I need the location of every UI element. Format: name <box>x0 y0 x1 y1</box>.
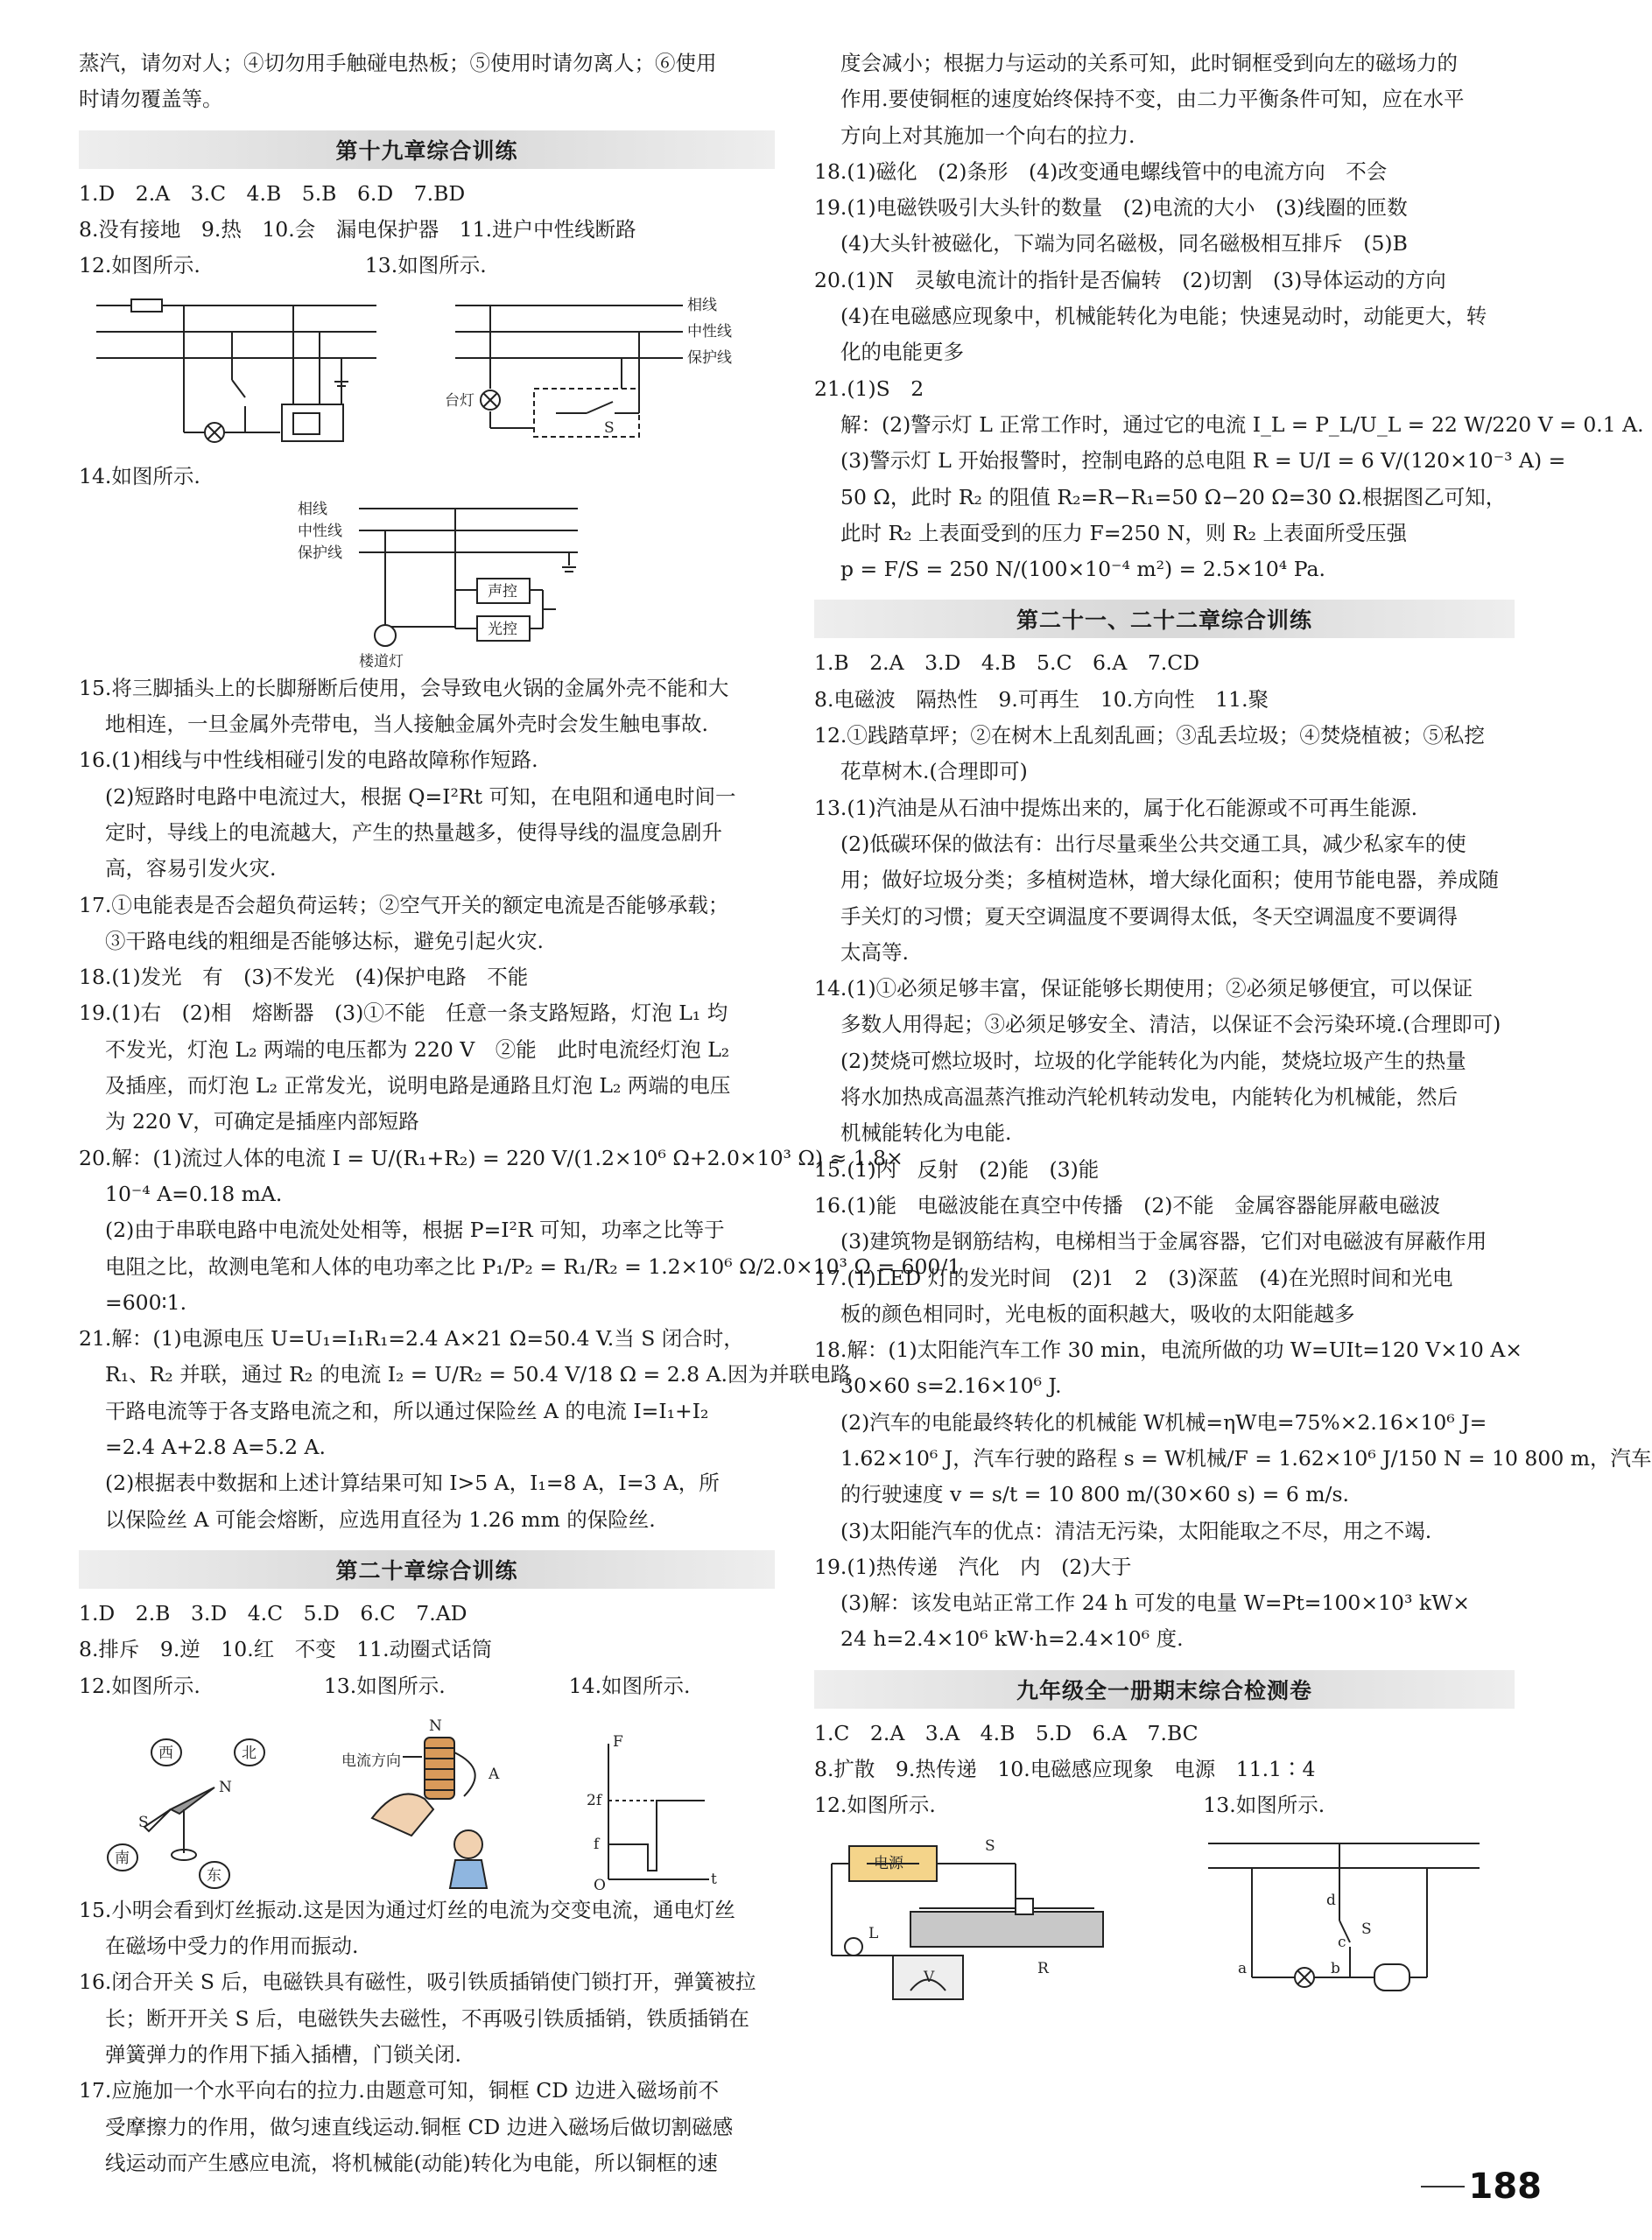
exam-l-label: L <box>868 1924 879 1942</box>
text-line: 19.(1)电磁铁吸引大头针的数量 (2)电流的大小 (3)线圈的匝数 <box>814 195 1408 221</box>
exam13-c-label: c <box>1338 1933 1346 1951</box>
exam-power-label: 电源 <box>874 1854 903 1872</box>
exam-s-label: S <box>985 1836 995 1855</box>
figure-block <box>79 284 775 459</box>
section-header: 第二十章综合训练 <box>79 1550 775 1589</box>
text-line: 18.解：(1)太阳能汽车工作 30 min，电流所做的功 W=UIt=120 V×10 A× <box>814 1338 1522 1363</box>
text-line: 在磁场中受力的作用而振动. <box>105 1934 359 1959</box>
text-line: 板的颜色相同时，光电板的面积越大，吸收的太阳能越多 <box>840 1301 1355 1326</box>
text-line: 12.如图所示. 13.如图所示. <box>79 253 487 278</box>
f20-a-label: A <box>489 1765 500 1783</box>
text-line: 解：(2)警示灯 L 正常工作时，通过它的电流 I_L = P_L/U_L = 22 W/220 V = 0.1 A. <box>840 411 1644 437</box>
text-line: 定时，导线上的电流越大，产生的热量越多，使得导线的温度急剧升 <box>105 819 722 845</box>
text-line: 20.(1)N 灵敏电流计的指针是否偏转 (2)切割 (3)导体运动的方向 <box>814 267 1446 292</box>
right-column <box>814 46 1652 1999</box>
figure-block <box>79 495 775 671</box>
text-line: 及插座，而灯泡 L₂ 正常发光，说明电路是通路且灯泡 L₂ 两端的电压 <box>105 1073 731 1099</box>
text-line: 16.闭合开关 S 后，电磁铁具有磁性，吸引铁质插销使门锁打开，弹簧被拉 <box>79 1970 756 1995</box>
figure-ch20-12-13-14 <box>79 1704 775 1892</box>
exam-v-label: V <box>924 1968 935 1986</box>
figure-exam-12-13 <box>814 1824 1515 1999</box>
text-line: (2)短路时电路中电流过大，根据 Q=I²Rt 可知，在电阻和通电时间一 <box>105 783 736 809</box>
exam13-d-label: d <box>1326 1891 1336 1909</box>
text-line: 此时 R₂ 上表面受到的压力 F=250 N，则 R₂ 上表面所受压强 <box>840 520 1407 545</box>
text-line: 1.D 2.A 3.C 4.B 5.B 6.D 7.BD <box>79 180 466 206</box>
figure-12-13-circuits <box>79 284 775 459</box>
text-line: 19.(1)热传递 汽化 内 (2)大于 <box>814 1554 1132 1579</box>
exam13-a-label: a <box>1238 1959 1248 1977</box>
text-line: 方向上对其施加一个向右的拉力. <box>840 123 1135 148</box>
text-line: 8.扩散 9.热传递 10.电磁感应现象 电源 11.1∶4 <box>814 1757 1316 1782</box>
f13-ground-label: 保护线 <box>687 349 732 368</box>
text-line: 将水加热成高温蒸汽推动汽轮机转动发电，内能转化为机械能，然后 <box>840 1085 1458 1110</box>
f20-n-label: N <box>219 1778 232 1796</box>
text-line: 1.62×10⁶ J，汽车行驶的路程 s = W机械/F = 1.62×10⁶ J/150 N = 10 800 m，汽车 <box>840 1445 1652 1471</box>
figure-14-stair-light <box>79 495 775 671</box>
text-line: =2.4 A+2.8 A=5.2 A. <box>105 1435 326 1460</box>
f20-f-label: F <box>613 1732 623 1751</box>
f20-t-label: t <box>711 1870 717 1888</box>
text-line: 为 220 V，可确定是插座内部短路 <box>105 1109 419 1134</box>
section-header: 第十九章综合训练 <box>79 130 775 169</box>
text-line: 15.小明会看到灯丝振动.这是因为通过灯丝的电流为交变电流，通电灯丝 <box>79 1897 735 1922</box>
text-line: 30×60 s=2.16×10⁶ J. <box>840 1373 1062 1399</box>
text-line: 16.(1)相线与中性线相碰引发的电路故障称作短路. <box>79 748 538 773</box>
f20-o-label: O <box>594 1876 606 1894</box>
f20-2f-label: 2f <box>587 1791 602 1809</box>
section-header: 第二十一、二十二章综合训练 <box>814 600 1515 638</box>
text-line: 15.(1)内 反射 (2)能 (3)能 <box>814 1156 1100 1182</box>
text-line: 作用.要使铜框的速度始终保持不变，由二力平衡条件可知，应在水平 <box>840 87 1465 112</box>
f14-ground-label: 保护线 <box>298 544 342 562</box>
text-line: 17.(1)LED 灯的发光时间 (2)1 2 (3)深蓝 (4)在光照时间和光电 <box>814 1265 1453 1290</box>
text-line: 19.(1)右 (2)相 熔断器 (3)①不能 任意一条支路短路，灯泡 L₁ 均 <box>79 1001 728 1026</box>
text-line: 机械能转化为电能. <box>840 1120 1012 1146</box>
text-line: 时请勿覆盖等。 <box>79 87 223 112</box>
text-line: 地相连，一旦金属外壳带电，当人接触金属外壳时会发生触电事故. <box>105 712 708 737</box>
text-line: 蒸汽，请勿对人；④切勿用手触碰电热板；⑤使用时请勿离人；⑥使用 <box>79 51 717 75</box>
text-line: 不发光，灯泡 L₂ 两端的电压都为 220 V ②能 此时电流经灯泡 L₂ <box>105 1036 730 1062</box>
text-line: (3)警示灯 L 开始报警时，控制电路的总电阻 R = U/I = 6 V/(120×10⁻³ A) = <box>840 448 1566 474</box>
text-line: 10⁻⁴ A=0.18 mA. <box>105 1181 283 1206</box>
exam-r-label: R <box>1037 1959 1049 1977</box>
text-line: 18.(1)磁化 (2)条形 (4)改变通电螺线管中的电流方向 不会 <box>814 158 1388 184</box>
text-line: 1.B 2.A 3.D 4.B 5.C 6.A 7.CD <box>814 650 1200 676</box>
section-header: 九年级全一册期末综合检测卷 <box>814 1670 1515 1709</box>
f20-fy-label: f <box>594 1835 600 1853</box>
text-line: ③干路电线的粗细是否能够达标，避免引起火灾. <box>105 928 544 953</box>
text-line: 16.(1)能 电磁波能在真空中传播 (2)不能 金属容器能屏蔽电磁波 <box>814 1192 1440 1218</box>
text-line: (2)低碳环保的做法有：出行尽量乘坐公共交通工具，减少私家车的使 <box>840 831 1466 856</box>
text-line: 12.如图所示. 13.如图所示. 14.如图所示. <box>79 1673 691 1698</box>
text-line: 用；做好垃圾分类；多植树造林，增大绿化面积；使用节能电器，养成随 <box>840 867 1499 893</box>
f14-lamp-label: 楼道灯 <box>359 652 404 671</box>
text-line: (3)太阳能汽车的优点：清洁无污染，太阳能取之不尽，用之不竭. <box>840 1518 1432 1543</box>
f20-east-label: 东 <box>207 1866 221 1885</box>
text-line: 8.电磁波 隔热性 9.可再生 10.方向性 11.聚 <box>814 686 1269 712</box>
text-line: (3)建筑物是钢筋结构，电梯相当于金属容器，它们对电磁波有屏蔽作用 <box>840 1229 1487 1254</box>
text-line: =600∶1. <box>105 1289 187 1315</box>
text-line: 12.①践踏草坪；②在树木上乱刻乱画；③乱丢垃圾；④焚烧植被；⑤私挖 <box>814 723 1485 748</box>
text-line: 以保险丝 A 可能会熔断，应选用直径为 1.26 mm 的保险丝. <box>105 1506 656 1532</box>
text-line: 度会减小；根据力与运动的关系可知，此时铜框受到向左的磁场力的 <box>840 51 1458 75</box>
text-line: 弹簧弹力的作用下插入插槽，门锁关闭. <box>105 2041 461 2067</box>
text-line: 8.排斥 9.逆 10.红 不变 11.动圈式话筒 <box>79 1637 493 1662</box>
text-line: 高，容易引发火灾. <box>105 856 277 881</box>
text-line: 50 Ω，此时 R₂ 的阻值 R₂=R−R₁=50 Ω−20 Ω=30 Ω.根据图乙可知， <box>840 484 1507 509</box>
text-line: (2)由于串联电路中电流处处相等，根据 P=I²R 可知，功率之比等于 <box>105 1218 725 1243</box>
text-line: 12.如图所示. 13.如图所示. <box>814 1793 1325 1818</box>
text-line: 1.C 2.A 3.A 4.B 5.D 6.A 7.BC <box>814 1720 1199 1745</box>
f20-coil-n-label: N <box>429 1717 442 1735</box>
text-line: 手关灯的习惯；夏天空调温度不要调得太低，冬天空调温度不要调得 <box>840 903 1458 929</box>
text-line: 24 h=2.4×10⁶ kW·h=2.4×10⁶ 度. <box>840 1626 1184 1652</box>
text-line: 化的电能更多 <box>840 340 964 365</box>
text-line: 17.应施加一个水平向右的拉力.由题意可知，铜框 CD 边进入磁场前不 <box>79 2078 720 2103</box>
text-line: (3)解：该发电站正常工作 24 h 可发的电量 W=Pt=100×10³ kW× <box>840 1590 1470 1616</box>
text-line: 的行驶速度 v = s/t = 10 800 m/(30×60 s) = 6 m/s. <box>840 1482 1349 1507</box>
page-number-rule <box>1421 2186 1465 2187</box>
text-line: 太高等. <box>840 939 909 965</box>
text-line: (2)焚烧可燃垃圾时，垃圾的化学能转化为内能，焚烧垃圾产生的热量 <box>840 1048 1466 1073</box>
text-line: 多数人用得起；③必须足够安全、清洁，以保证不会污染环境.(合理即可) <box>840 1012 1501 1037</box>
text-line: (4)大头针被磁化，下端为同名磁极，同名磁极相互排斥 (5)B <box>840 231 1408 256</box>
f13-lamp-label: 台灯 <box>445 392 475 411</box>
text-line: 15.将三脚插头上的长脚掰断后使用，会导致电火锅的金属外壳不能和大 <box>79 675 729 700</box>
text-line: R₁、R₂ 并联，通过 R₂ 的电流 I₂ = U/R₂ = 50.4 V/18 Ω = 2.8 A.因为并联电路 <box>105 1362 851 1387</box>
f14-neutral-label: 中性线 <box>298 522 342 540</box>
f20-current-label: 电流方向 <box>341 1752 401 1770</box>
text-line: 21.解：(1)电源电压 U=U₁=I₁R₁=2.4 A×21 Ω=50.4 V.当 S 闭合时， <box>79 1326 744 1352</box>
exam13-b-label: b <box>1331 1959 1340 1977</box>
text-line: 8.没有接地 9.热 10.会 漏电保护器 11.进户中性线断路 <box>79 216 636 242</box>
f14-light-label: 光控 <box>488 620 517 638</box>
exam13-s-label: S <box>1361 1920 1372 1938</box>
f13-switch-label: S <box>604 419 615 438</box>
text-line: 干路电流等于各支路电流之和，所以通过保险丝 A 的电流 I=I₁+I₂ <box>105 1398 709 1423</box>
text-line: 21.(1)S 2 <box>814 376 924 401</box>
text-line: 受摩擦力的作用，做匀速直线运动.铜框 CD 边进入磁场后做切割磁感 <box>105 2114 734 2139</box>
text-line: p = F/S = 250 N/(100×10⁻⁴ m²) = 2.5×10⁴ Pa. <box>840 557 1325 582</box>
text-line: 花草树木.(合理即可) <box>840 759 1028 784</box>
figure-block <box>814 1824 1515 1999</box>
text-line: 电阻之比，故测电笔和人体的电功率之比 P₁/P₂ = R₁/R₂ = 1.2×10⁶ Ω/2.0×10³ Ω = 600/1 <box>105 1253 961 1279</box>
text-line: 1.D 2.B 3.D 4.C 5.D 6.C 7.AD <box>79 1600 467 1626</box>
f14-sound-label: 声控 <box>488 582 517 600</box>
text-line: 17.①电能表是否会超负荷运转；②空气开关的额定电流是否能够承载； <box>79 892 729 917</box>
f14-live-label: 相线 <box>298 500 327 518</box>
f20-s-label: S <box>138 1813 149 1831</box>
text-line: 线运动而产生感应电流，将机械能(动能)转化为电能，所以铜框的速 <box>105 2150 718 2175</box>
text-line: 14.如图所示. <box>79 464 200 489</box>
text-line: 20.解：(1)流过人体的电流 I = U/(R₁+R₂) = 220 V/(1.2×10⁶ Ω+2.0×10³ Ω) ≈ 1.8× <box>79 1145 903 1170</box>
f13-neutral-label: 中性线 <box>687 323 732 341</box>
text-line: 14.(1)①必须足够丰富，保证能够长期使用；②必须足够便宜，可以保证 <box>814 976 1473 1001</box>
figure-block <box>79 1704 775 1892</box>
text-line: 长；断开开关 S 后，电磁铁失去磁性，不再吸引铁质插销，铁质插销在 <box>105 2005 750 2031</box>
f13-live-label: 相线 <box>687 297 717 315</box>
text-line: (2)汽车的电能最终转化的机械能 W机械=ηW电=75%×2.16×10⁶ J= <box>840 1409 1487 1435</box>
page-number: 188 <box>1468 2166 1542 2207</box>
f20-north-label: 北 <box>242 1744 257 1762</box>
text-line: 13.(1)汽油是从石油中提炼出来的，属于化石能源或不可再生能源. <box>814 795 1418 820</box>
text-line: (4)在电磁感应现象中，机械能转化为电能；快速晃动时，动能更大，转 <box>840 304 1487 329</box>
text-line: 18.(1)发光 有 (3)不发光 (4)保护电路 不能 <box>79 965 529 990</box>
f20-west-label: 西 <box>158 1744 173 1762</box>
text-line: (2)根据表中数据和上述计算结果可知 I>5 A，I₁=8 A，I=3 A，所 <box>105 1471 720 1496</box>
f20-south-label: 南 <box>115 1849 130 1867</box>
